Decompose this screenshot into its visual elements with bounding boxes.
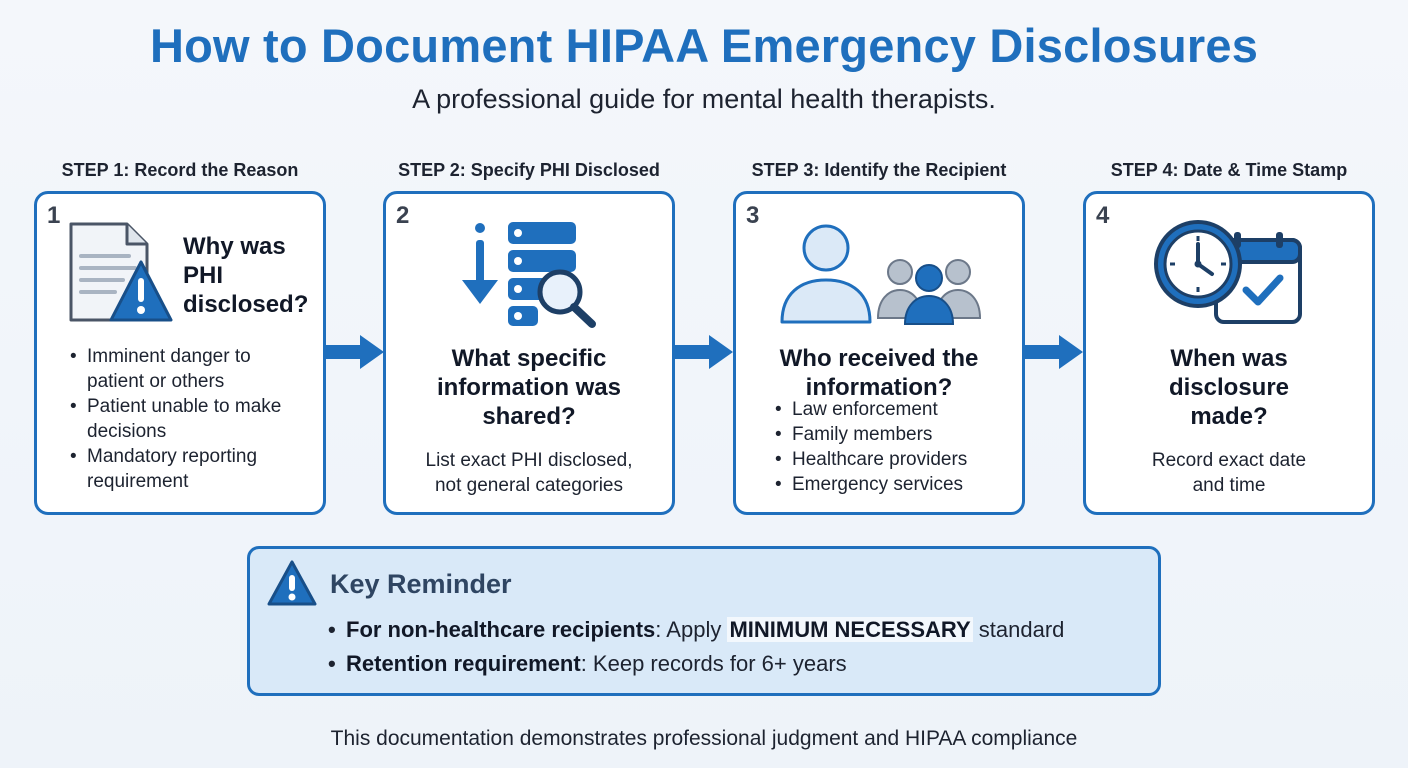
step-2-number: 2 [396,202,410,229]
page-subtitle: A professional guide for mental health therapists. [412,84,996,114]
list-item: • Imminent danger to patient or others [67,344,322,394]
step-2-question: What specific information was shared? [436,345,622,430]
step-2-note: List exact PHI disclosed, not general categories [425,450,633,496]
arrow-right-icon [671,333,735,371]
step-2-heading: STEP 2: Specify PHI Disclosed [398,160,660,180]
step-1-heading: STEP 1: Record the Reason [61,160,299,180]
list-item: • Retention requirement: Keep records for 6+ years [326,647,1064,681]
minimum-necessary-highlight: MINIMUM NECESSARY [729,617,971,642]
list-item: • Family members [772,422,1022,447]
step-4-question: When was disclosure made? [1168,345,1290,430]
warning-triangle-icon [266,559,318,607]
step-1-card [34,191,326,515]
list-item: • Emergency services [772,472,1022,497]
database-search-icon [456,220,598,328]
arrow-right-icon [322,333,386,371]
clock-calendar-icon [1154,218,1304,328]
step-2-card [383,191,675,515]
step-1-bullets [67,344,322,494]
step-4-heading: STEP 4: Date & Time Stamp [1110,160,1348,180]
step-1-question: Why was PHI disclosed? [183,233,309,318]
list-item: • Law enforcement [772,397,1022,422]
step-3-heading: STEP 3: Identify the Recipient [751,160,1007,180]
step-1-number: 1 [47,202,61,229]
footer-text: This documentation demonstrates professional judgment and HIPAA compliance [330,727,1078,750]
arrow-right-icon [1021,333,1085,371]
step-3-card [733,191,1025,515]
people-group-icon [778,222,982,328]
step-3-question: Who received the information? [779,345,979,401]
step-4-note: Record exact date and time [1151,450,1307,496]
step-4-card [1083,191,1375,515]
key-reminder-box [247,546,1161,696]
list-item: • Healthcare providers [772,447,1022,472]
key-reminder-title: Key Reminder [330,569,512,599]
document-warning-icon [65,218,177,326]
step-3-number: 3 [746,202,760,229]
list-item: • For non-healthcare recipients: Apply MINIMUM NECESSARY standard [326,613,1064,647]
step-3-bullets [772,397,1022,497]
key-reminder-list [326,613,1064,681]
page-title: How to Document HIPAA Emergency Disclosures [149,19,1259,72]
step-4-number: 4 [1096,202,1110,229]
list-item: • Patient unable to make decisions [67,394,322,444]
list-item: • Mandatory reporting requirement [67,444,322,494]
